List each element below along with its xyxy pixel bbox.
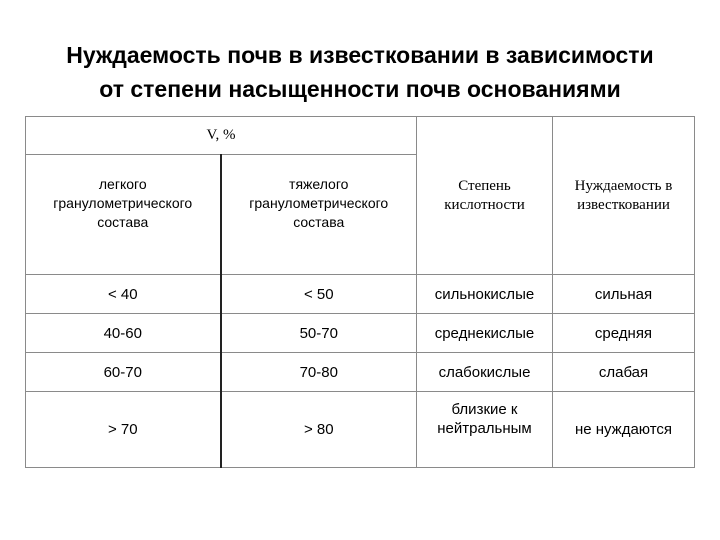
cell-need: слабая: [553, 353, 695, 392]
header-acidity-degree: Степень кислотности: [417, 117, 553, 275]
cell-heavy: 50-70: [221, 314, 417, 353]
cell-acidity: сильнокислые: [417, 275, 553, 314]
title-line-1: Нуждаемость почв в известковании в зависимости: [66, 42, 654, 68]
cell-light: < 40: [26, 275, 221, 314]
liming-need-table: [25, 116, 695, 468]
table-row: [26, 392, 695, 468]
cell-light: > 70: [26, 392, 221, 468]
table-row: [26, 314, 695, 353]
cell-heavy: < 50: [221, 275, 417, 314]
cell-need: не нуждаются: [553, 392, 695, 468]
table-row: [26, 275, 695, 314]
cell-light: 60-70: [26, 353, 221, 392]
cell-heavy: > 80: [221, 392, 417, 468]
cell-heavy: 70-80: [221, 353, 417, 392]
table-header-row: [26, 117, 695, 155]
cell-light: 40-60: [26, 314, 221, 353]
header-light-texture: легкого гранулометрического состава: [26, 155, 221, 275]
header-heavy-texture: тяжелого гранулометрического состава: [221, 155, 417, 275]
cell-need: сильная: [553, 275, 695, 314]
cell-need: средняя: [553, 314, 695, 353]
cell-acidity: близкие к нейтральным: [417, 392, 553, 468]
page-title: [0, 38, 720, 106]
title-line-2: от степени насыщенности почв основаниями: [99, 76, 621, 102]
cell-acidity: среднекислые: [417, 314, 553, 353]
header-v-percent: V, %: [26, 117, 417, 155]
table-row: [26, 353, 695, 392]
header-liming-need: Нуждаемость в известковании: [553, 117, 695, 275]
cell-acidity: слабокислые: [417, 353, 553, 392]
